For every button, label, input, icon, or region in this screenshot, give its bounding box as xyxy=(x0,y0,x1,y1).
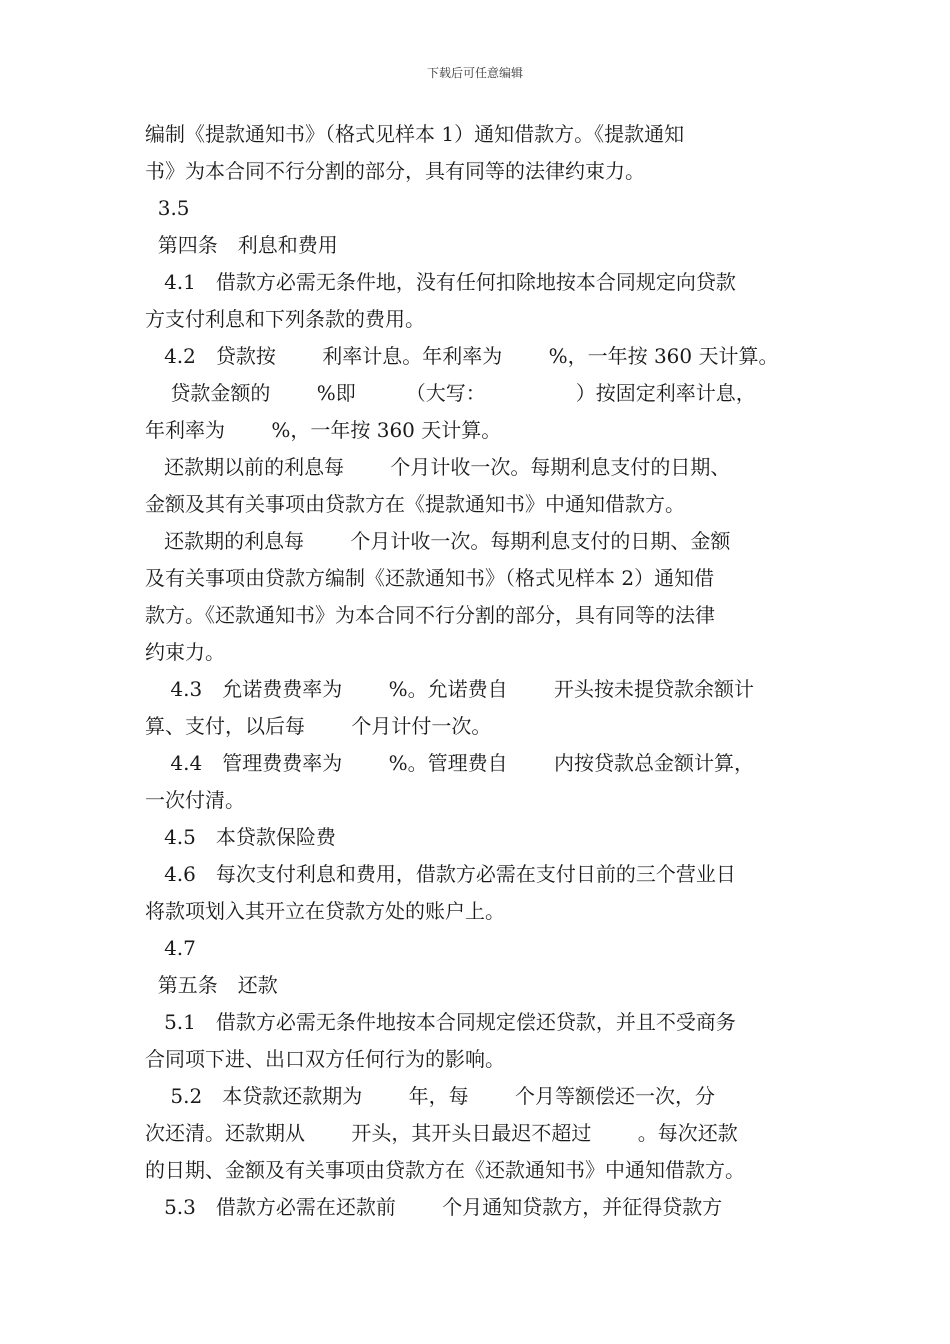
text-line: 4.7 xyxy=(145,936,196,960)
section-heading-4: 第四条 利息和费用 xyxy=(145,233,338,257)
text-line: 贷款金额的 %即 （大写： ）按固定利率计息， xyxy=(145,381,756,405)
text-line: 5.1 借款方必需无条件地按本合同规定偿还贷款，并且不受商务 xyxy=(145,1010,736,1034)
document-body xyxy=(145,116,810,1226)
text-line: 款方。《还款通知书》为本合同不行分割的部分，具有同等的法律 xyxy=(145,603,715,627)
text-line: 合同项下进、出口双方任何行为的影响。 xyxy=(145,1047,505,1071)
text-line: 算、支付，以后每 个月计付一次。 xyxy=(145,714,492,738)
text-line: 还款期的利息每 个月计收一次。每期利息支付的日期、金额 xyxy=(145,529,731,553)
text-line: 4.3 允诺费费率为 %。允诺费自 开头按未提贷款余额计 xyxy=(145,677,754,701)
text-line: 将款项划入其开立在贷款方处的账户上。 xyxy=(145,899,505,923)
text-line: 约束力。 xyxy=(145,640,225,664)
text-line: 次还清。还款期从 开头，其开头日最迟不超过 。每次还款 xyxy=(145,1121,738,1145)
text-line: 方支付利息和下列条款的费用。 xyxy=(145,307,425,331)
text-line: 一次付清。 xyxy=(145,788,245,812)
text-line: 5.3 借款方必需在还款前 个月通知贷款方，并征得贷款方 xyxy=(145,1195,723,1219)
text-line: 4.5 本贷款保险费 xyxy=(145,825,336,849)
text-line: 书》为本合同不行分割的部分，具有同等的法律约束力。 xyxy=(145,159,645,183)
text-line: 4.4 管理费费率为 %。管理费自 内按贷款总金额计算， xyxy=(145,751,754,775)
text-line: 及有关事项由贷款方编制《还款通知书》（格式见样本 2）通知借 xyxy=(145,566,715,590)
text-line: 还款期以前的利息每 个月计收一次。每期利息支付的日期、 xyxy=(145,455,731,479)
text-line: 编制《提款通知书》（格式见样本 1）通知借款方。《提款通知 xyxy=(145,122,685,146)
section-heading-5: 第五条 还款 xyxy=(145,973,278,997)
text-line: 5.2 本贷款还款期为 年，每 个月等额偿还一次，分 xyxy=(145,1084,715,1108)
text-line: 4.2 贷款按 利率计息。年利率为 %，一年按 360 天计算。 xyxy=(145,344,779,368)
text-line: 3.5 xyxy=(145,196,190,220)
text-line: 4.1 借款方必需无条件地，没有任何扣除地按本合同规定向贷款 xyxy=(145,270,736,294)
text-line: 年利率为 %，一年按 360 天计算。 xyxy=(145,418,502,442)
text-line: 金额及其有关事项由贷款方在《提款通知书》中通知借款方。 xyxy=(145,492,685,516)
text-line: 4.6 每次支付利息和费用，借款方必需在支付日前的三个营业日 xyxy=(145,862,736,886)
page-header: 下载后可任意编辑 xyxy=(426,66,523,80)
text-line: 的日期、金额及有关事项由贷款方在《还款通知书》中通知借款方。 xyxy=(145,1158,745,1182)
